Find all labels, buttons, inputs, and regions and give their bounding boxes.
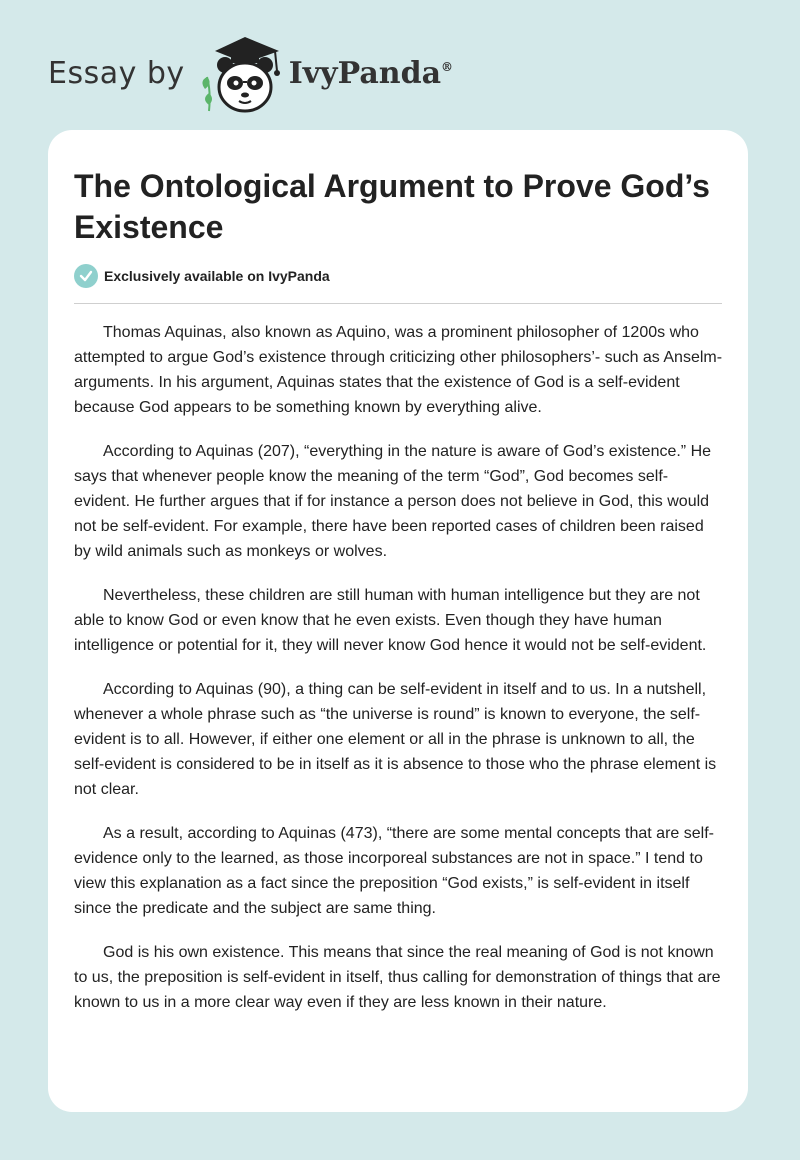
ivypanda-logo-icon[interactable] bbox=[195, 31, 287, 115]
brand-name[interactable] bbox=[289, 56, 453, 91]
essay-title: The Ontological Argument to Prove God’s Existence bbox=[74, 168, 710, 245]
essay-by-label: Essay by bbox=[48, 55, 185, 91]
exclusive-badge bbox=[74, 264, 330, 288]
paragraph: As a result, according to Aquinas (473), “there are some mental concepts that are self-evidence only to the learned, as those incorporeal substances are not in space.” I tend to view this explanation as a fact since the preposition “God exists,” is self-evident in itself since the predicate and the subject are same thing. bbox=[74, 825, 714, 917]
brand-text: IvyPanda bbox=[288, 55, 442, 91]
exclusive-badge-label: Exclusively available on IvyPanda bbox=[104, 268, 330, 284]
paragraph: According to Aquinas (90), a thing can be self-evident in itself and to us. In a nutshell, whenever a whole phrase such as “the universe is round” is known to everyone, the self-evident is to all. However, if either one element or all in the phrase is unknown to all, the self-evident is considered to be in itself as it is absence to those who the phrase element is not clear. bbox=[74, 681, 717, 798]
check-icon bbox=[74, 264, 98, 288]
registered-mark: ® bbox=[441, 59, 454, 74]
essay-body bbox=[74, 320, 724, 1034]
paragraph: God is his own existence. This means that since the real meaning of God is not known to us, the preposition is self-evident in itself, thus calling for demonstration of things that are known to us in a more clear way even if they are less known in their nature. bbox=[74, 944, 721, 1011]
paragraph: According to Aquinas (207), “everything in the nature is aware of God’s existence.” He says that whenever people know the meaning of the term “God”, God becomes self-evident. He further argues that if for instance a person does not believe in God, this would not be self-evident. For example, there have been reported cases of children been raised by wild animals such as monkeys or wolves. bbox=[74, 443, 712, 560]
paragraph: Nevertheless, these children are still human with human intelligence but they are not able to know God or even know that he even exists. Even though they have human intelligence or potential for it, they will never know God hence it would not be self-evident. bbox=[74, 587, 707, 654]
divider bbox=[74, 303, 722, 304]
paragraph: Thomas Aquinas, also known as Aquino, was a prominent philosopher of 1200s who attempted to argue God’s existence through criticizing other philosophers’- such as Anselm- arguments. In his argument, Aquinas states that the existence of God is a self-evident because God appears to be something known by everything alive. bbox=[74, 324, 723, 416]
essay-card bbox=[48, 130, 748, 1112]
site-header bbox=[48, 28, 453, 118]
